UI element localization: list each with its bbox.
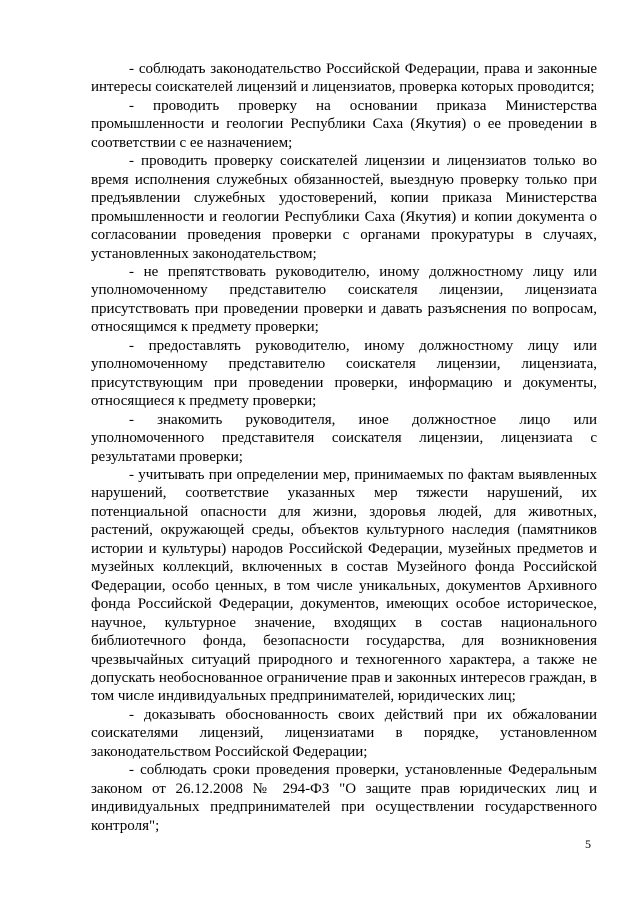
paragraph-inform-results: - знакомить руководителя, иное должностное лицо или уполномоченного представителя соискателя лицензии, лицензиата с результатами проверки; xyxy=(91,411,597,465)
paragraph-inspection-conditions: - проводить проверку соискателей лицензии и лицензиатов только во время исполнения служебных обязанностей, выездную проверку только при предъявлении служебных удостоверений, копии приказа Министерства промышленности и геологии Республики Саха (Якутия) и копии документа о согласовании проведения проверки с органами прокуратуры в случаях, установленных законодательством; xyxy=(91,153,597,262)
document-body xyxy=(91,60,597,835)
paragraph-provide-information: - предоставлять руководителю, иному должностному лицу или уполномоченному представителю соискателя лицензии, лицензиата, присутствующим при проведении проверки, информацию и документы, относящиеся к предмету проверки; xyxy=(91,337,597,410)
paragraph-observe-deadlines: - соблюдать сроки проведения проверки, установленные Федеральным законом от 26.12.2008 № 294-ФЗ "О защите прав юридических лиц и индивидуальных предпринимателей при осуществлении государственного контроля"; xyxy=(91,762,597,834)
page-number: 5 xyxy=(585,837,591,851)
paragraph-inspection-basis: - проводить проверку на основании приказа Министерства промышленности и геологии Республики Саха (Якутия) о ее проведении в соответствии с ее назначением; xyxy=(91,97,597,151)
paragraph-observe-legislation: - соблюдать законодательство Российской Федерации, права и законные интересы соискателей лицензий и лицензиатов, проверка которых проводится; xyxy=(91,61,597,96)
paragraph-justify-actions: - доказывать обоснованность своих действий при их обжаловании соискателями лицензий, лицензиатами в порядке, установленном законодательством Российской Федерации; xyxy=(91,706,597,760)
paragraph-proportional-measures: - учитывать при определении мер, принимаемых по фактам выявленных нарушений, соответствие указанных мер тяжести нарушений, их потенциальной опасности для жизни, здоровья людей, для животных, растений, окружающей среды, объектов культурного наследия (памятников истории и культуры) народов Российской Федерации, музейных предметов и музейных коллекций, включенных в состав Музейного фонда Российской Федерации, особо ценных, в том числе уникальных, документов Архивного фонда Российской Федерации, документов, имеющих особое историческое, научное, культурное значение, входящих в состав национального библиотечного фонда, безопасности государства, для возникновения чрезвычайных ситуаций природного и техногенного характера, а также не допускать необоснованное ограничение прав и законных интересов граждан, в том числе индивидуальных предпринимателей, юридических лиц; xyxy=(91,466,597,705)
paragraph-allow-presence: - не препятствовать руководителю, иному должностному лицу или уполномоченному представителю соискателя лицензии, лицензиата присутствовать при проведении проверки и давать разъяснения по вопросам, относящимся к предмету проверки; xyxy=(91,263,597,336)
